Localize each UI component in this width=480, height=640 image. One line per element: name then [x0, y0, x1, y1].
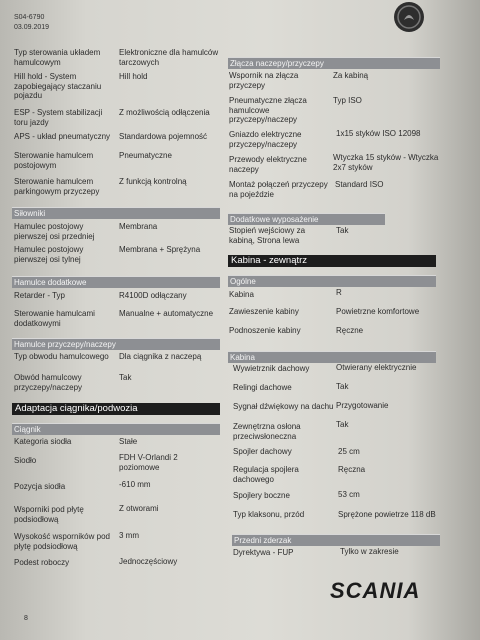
left-row-label: ESP - System stabilizacji toru jazdy — [14, 108, 103, 127]
right-row-label: Spojlery boczne — [233, 491, 290, 500]
right-row-label: Typ klaksonu, przód — [233, 510, 305, 519]
right-row-value: Tak — [336, 382, 349, 391]
left-row-value: -610 mm — [119, 480, 151, 489]
section-header-zlacza: Złącza naczepy/przyczepy — [228, 57, 440, 69]
left-row-label: Hamulec postojowy pierwszej osi tylnej — [14, 245, 84, 264]
document-id: S04-6790 — [14, 14, 45, 21]
right-row-label: Wywietrznik dachowy — [233, 364, 310, 373]
right-row-value: Tak — [336, 226, 349, 235]
left-row-label: Obwód hamulcowy przyczepy/naczepy — [14, 373, 83, 392]
left-row-value: R4100D odłączany — [119, 291, 187, 300]
right-row-value: Otwierany elektrycznie — [336, 363, 417, 372]
right-row-value: Powietrzne komfortowe — [336, 307, 420, 316]
left-row-value: Manualne + automatyczne — [119, 309, 214, 318]
right-row-label: Stopień wejściowy za kabiną, Strona lewa — [229, 226, 306, 245]
left-row-label: Siodło — [14, 456, 37, 465]
left-row-label: Wsporniki pod płytę podsiodłową — [14, 505, 84, 524]
right-row-value: 1x15 styków ISO 12098 — [336, 129, 421, 138]
left-row-value: Stałe — [119, 437, 138, 446]
document-date: 03.09.2019 — [14, 24, 50, 31]
right-row-label: Pneumatyczne złącza hamulcowe przyczepy/naczepy — [229, 96, 307, 124]
left-row-value: Pneumatyczne — [119, 151, 172, 160]
left-row-label: Hill hold - System zapobiegający staczaniu pojazdu — [14, 72, 102, 100]
left-row-value: Dla ciągnika z naczepą — [119, 352, 202, 361]
right-row-value: Wtyczka 15 styków - Wtyczka 2x7 styków — [333, 153, 439, 172]
right-row-value: Tak — [336, 420, 349, 429]
left-row-value: Elektroniczne dla hamulców tarczowych — [119, 48, 219, 67]
right-row-label: Przewody elektryczne naczepy — [229, 155, 307, 174]
left-row-value: Z możliwością odłączenia — [119, 108, 210, 117]
scania-wordmark-logo: SCANIA — [330, 578, 421, 603]
right-row-value: 25 cm — [338, 447, 360, 456]
right-row-value: Typ ISO — [333, 96, 362, 105]
scania-griffin-emblem — [394, 2, 424, 32]
left-row-value: Standardowa pojemność — [119, 132, 208, 141]
right-row-label: Gniazdo elektryczne przyczepy/naczepy — [229, 130, 302, 149]
left-row-value: Z funkcją kontrolną — [119, 177, 187, 186]
left-row-label: Typ obwodu hamulcowego — [14, 352, 109, 361]
right-row-label: Kabina — [229, 290, 254, 299]
left-row-label: Retarder - Typ — [14, 291, 65, 300]
right-row-label: Sygnał dźwiękowy na dachu — [233, 402, 334, 411]
right-row-value: Za kabiną — [333, 71, 369, 80]
right-row-label: Zewnętrzna osłona przeciwsłoneczna — [233, 422, 301, 441]
section-header-hamulce-przyczepy: Hamulce przyczepy/naczepy — [12, 338, 220, 350]
left-row-label: Kategoria siodła — [14, 437, 72, 446]
left-row-label: Podest roboczy — [14, 558, 70, 567]
section-header-ciagnik: Ciągnik — [12, 423, 220, 435]
section-header-przedni-zderzak: Przedni zderzak — [232, 534, 440, 546]
right-row-label: Relingi dachowe — [233, 383, 292, 392]
left-row-label: Sterowanie hamulcem parkingowym przyczepy — [14, 177, 100, 196]
right-row-label: Montaż połączeń przyczepy na pojeździe — [229, 180, 328, 199]
left-row-value: Hill hold — [119, 72, 148, 81]
right-row-label: Dyrektywa - FUP — [233, 548, 294, 557]
left-row-label: APS - układ pneumatyczny — [14, 132, 111, 141]
right-row-value: Ręczne — [336, 326, 364, 335]
section-header-adaptacja: Adaptacja ciągnika/podwozia — [12, 403, 220, 415]
section-header-ogolne: Ogólne — [228, 275, 436, 287]
right-row-label: Spojler dachowy — [233, 447, 292, 456]
left-row-value: Membrana + Sprężyna — [119, 245, 201, 254]
left-row-value: Membrana — [119, 222, 158, 231]
right-row-value: 53 cm — [338, 490, 360, 499]
section-header-hamulce-dodatkowe: Hamulce dodatkowe — [12, 276, 220, 288]
right-row-value: Tylko w zakresie — [340, 547, 399, 556]
right-row-value: Standard ISO — [335, 180, 384, 189]
right-row-value: Ręczna — [338, 465, 366, 474]
left-row-label: Sterowanie hamulcami dodatkowymi — [14, 309, 95, 328]
right-row-label: Podnoszenie kabiny — [229, 326, 301, 335]
section-header-kabina: Kabina — [228, 351, 436, 363]
left-row-value: Jednoczęściowy — [119, 557, 178, 566]
right-row-label: Wspornik na złącza przyczepy — [229, 71, 299, 90]
section-header-silowniki: Siłowniki — [12, 207, 220, 219]
left-row-value: 3 mm — [119, 531, 139, 540]
right-row-value: R — [336, 288, 342, 297]
right-row-value: Przygotowanie — [336, 401, 389, 410]
left-row-value: Z otworami — [119, 504, 159, 513]
left-row-value: FDH V-Orlandi 2 poziomowe — [119, 453, 178, 472]
section-header-kabina-zewnatrz: Kabina - zewnątrz — [228, 255, 436, 267]
page-number: 8 — [24, 615, 28, 622]
left-row-label: Typ sterowania układem hamulcowym — [14, 48, 101, 67]
right-row-value: Sprężone powietrze 118 dB — [338, 510, 436, 519]
left-row-label: Sterowanie hamulcem postojowym — [14, 151, 94, 170]
left-row-label: Wysokość wsporników pod płytę podsiodłową — [14, 532, 110, 551]
right-row-label: Regulacja spojlera dachowego — [233, 465, 299, 484]
right-row-label: Zawieszenie kabiny — [229, 307, 299, 316]
section-header-dodatkowe-wyposazenie: Dodatkowe wyposażenie — [228, 213, 385, 225]
left-row-value: Tak — [119, 373, 132, 382]
left-row-label: Pozycja siodła — [14, 482, 66, 491]
left-row-label: Hamulec postojowy pierwszej osi przedniej — [14, 222, 95, 241]
